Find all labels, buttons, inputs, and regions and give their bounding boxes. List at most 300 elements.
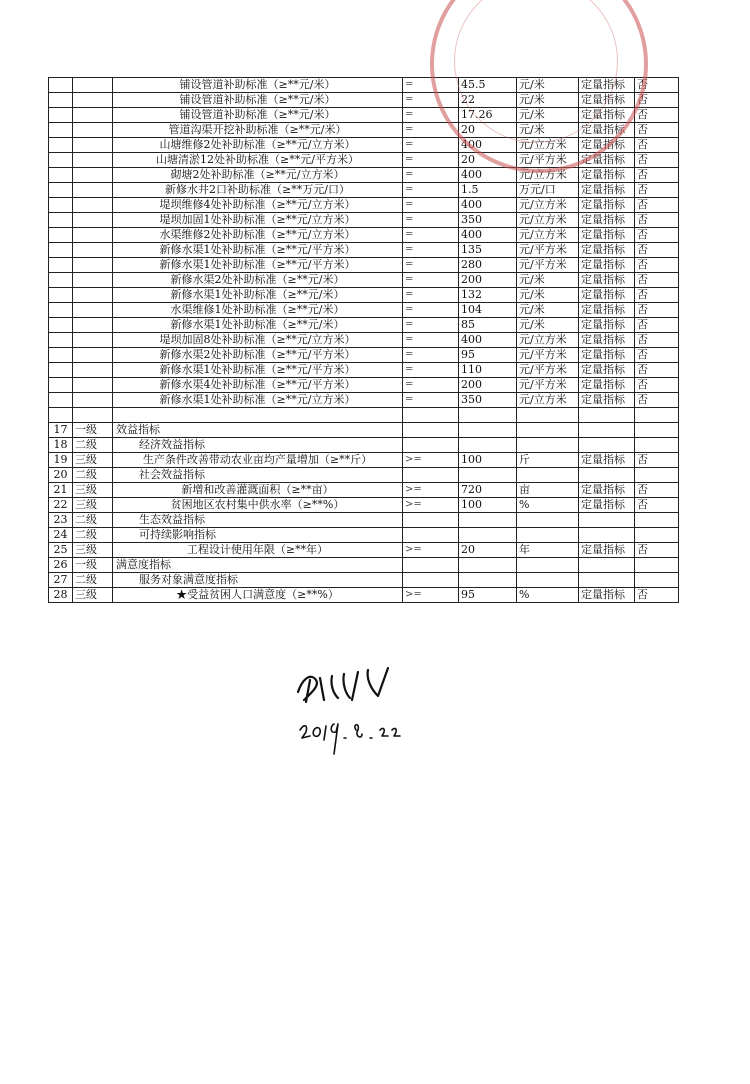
row-core-flag (635, 468, 679, 483)
row-value: 132 (459, 288, 517, 303)
table-row (49, 543, 679, 558)
row-value: 400 (459, 138, 517, 153)
row-level (73, 213, 113, 228)
row-level: 二级 (73, 468, 113, 483)
row-number (49, 228, 73, 243)
row-indicator-type: 定量指标 (579, 303, 635, 318)
indicator-name: 新修水渠1处补助标准（≥**元/米） (113, 288, 403, 303)
indicator-name: 砌塘2处补助标准（≥**元/立方米） (113, 168, 403, 183)
row-number: 23 (49, 513, 73, 528)
indicator-name: 服务对象满意度指标 (113, 573, 403, 588)
table-row (49, 258, 679, 273)
row-operator: = (403, 198, 459, 213)
row-core-flag: 否 (635, 243, 679, 258)
row-core-flag: 否 (635, 318, 679, 333)
row-operator: = (403, 138, 459, 153)
row-operator: >= (403, 543, 459, 558)
indicator-name: 效益指标 (113, 423, 403, 438)
row-unit: 元/立方米 (517, 168, 579, 183)
row-core-flag: 否 (635, 588, 679, 603)
indicator-name: 新修水渠1处补助标准（≥**元/米） (113, 318, 403, 333)
row-unit: 元/立方米 (517, 138, 579, 153)
row-value: 135 (459, 243, 517, 258)
row-number (49, 78, 73, 93)
row-indicator-type: 定量指标 (579, 138, 635, 153)
row-operator (403, 528, 459, 543)
row-level: 二级 (73, 513, 113, 528)
row-number (49, 93, 73, 108)
indicator-name: 水渠维修2处补助标准（≥**元/立方米） (113, 228, 403, 243)
row-operator: = (403, 363, 459, 378)
row-indicator-type: 定量指标 (579, 288, 635, 303)
row-indicator-type (579, 558, 635, 573)
indicator-name: 可持续影响指标 (113, 528, 403, 543)
row-level (73, 273, 113, 288)
table-row (49, 513, 679, 528)
row-level: 二级 (73, 528, 113, 543)
row-level: 三级 (73, 588, 113, 603)
row-operator: >= (403, 588, 459, 603)
row-value: 17.26 (459, 108, 517, 123)
row-number (49, 168, 73, 183)
table-row (49, 243, 679, 258)
row-level (73, 258, 113, 273)
row-core-flag: 否 (635, 213, 679, 228)
row-number: 20 (49, 468, 73, 483)
row-indicator-type: 定量指标 (579, 258, 635, 273)
row-core-flag: 否 (635, 303, 679, 318)
table-row (49, 588, 679, 603)
indicator-name: 铺设管道补助标准（≥**元/米） (113, 108, 403, 123)
row-unit: 元/米 (517, 288, 579, 303)
row-core-flag (635, 423, 679, 438)
row-core-flag: 否 (635, 183, 679, 198)
indicator-name (113, 408, 403, 423)
indicator-name: 山塘清淤12处补助标准（≥**元/平方米） (113, 153, 403, 168)
table-row (49, 498, 679, 513)
row-value (459, 558, 517, 573)
row-indicator-type: 定量指标 (579, 483, 635, 498)
row-core-flag: 否 (635, 333, 679, 348)
row-value: 400 (459, 228, 517, 243)
row-level: 三级 (73, 543, 113, 558)
row-level (73, 228, 113, 243)
row-operator: = (403, 258, 459, 273)
row-level (73, 108, 113, 123)
row-unit: % (517, 588, 579, 603)
table-row (49, 423, 679, 438)
indicator-name: 堤坝维修4处补助标准（≥**元/立方米） (113, 198, 403, 213)
row-level (73, 333, 113, 348)
row-number: 28 (49, 588, 73, 603)
row-value: 20 (459, 123, 517, 138)
row-core-flag: 否 (635, 123, 679, 138)
row-indicator-type: 定量指标 (579, 243, 635, 258)
row-number (49, 153, 73, 168)
row-indicator-type (579, 528, 635, 543)
row-core-flag: 否 (635, 273, 679, 288)
row-operator: = (403, 123, 459, 138)
row-number: 27 (49, 573, 73, 588)
row-core-flag (635, 513, 679, 528)
row-number (49, 198, 73, 213)
row-unit: 斤 (517, 453, 579, 468)
row-level (73, 198, 113, 213)
row-operator: = (403, 168, 459, 183)
row-operator: = (403, 273, 459, 288)
table-row (49, 93, 679, 108)
row-core-flag: 否 (635, 378, 679, 393)
table-row (49, 198, 679, 213)
row-number (49, 318, 73, 333)
row-value: 110 (459, 363, 517, 378)
row-value: 100 (459, 453, 517, 468)
indicator-name: 贫困地区农村集中供水率（≥**%） (113, 498, 403, 513)
row-value: 45.5 (459, 78, 517, 93)
row-core-flag: 否 (635, 393, 679, 408)
row-unit: 元/米 (517, 123, 579, 138)
row-value: 22 (459, 93, 517, 108)
row-number: 21 (49, 483, 73, 498)
indicator-name: 新修水渠1处补助标准（≥**元/平方米） (113, 363, 403, 378)
row-value (459, 468, 517, 483)
row-level: 三级 (73, 483, 113, 498)
row-value: 280 (459, 258, 517, 273)
row-indicator-type (579, 573, 635, 588)
row-core-flag (635, 438, 679, 453)
row-operator: >= (403, 498, 459, 513)
row-indicator-type: 定量指标 (579, 363, 635, 378)
row-number (49, 123, 73, 138)
row-unit: 元/平方米 (517, 348, 579, 363)
row-core-flag: 否 (635, 228, 679, 243)
row-value: 350 (459, 393, 517, 408)
row-level (73, 78, 113, 93)
table-row (49, 288, 679, 303)
row-unit: 元/米 (517, 93, 579, 108)
row-core-flag: 否 (635, 543, 679, 558)
row-indicator-type: 定量指标 (579, 333, 635, 348)
indicator-name: 新修水渠1处补助标准（≥**元/平方米） (113, 258, 403, 273)
row-unit: 元/平方米 (517, 378, 579, 393)
row-operator (403, 438, 459, 453)
row-indicator-type (579, 408, 635, 423)
row-operator: = (403, 243, 459, 258)
row-unit: 元/立方米 (517, 213, 579, 228)
row-level: 一级 (73, 423, 113, 438)
row-indicator-type: 定量指标 (579, 543, 635, 558)
row-operator (403, 558, 459, 573)
row-number (49, 183, 73, 198)
row-indicator-type: 定量指标 (579, 498, 635, 513)
handwritten-signature (280, 650, 420, 760)
row-unit: 元/立方米 (517, 333, 579, 348)
row-unit: 年 (517, 543, 579, 558)
table-row (49, 333, 679, 348)
row-operator: = (403, 348, 459, 363)
row-value: 400 (459, 198, 517, 213)
indicator-name: 管道沟渠开挖补助标准（≥**元/米） (113, 123, 403, 138)
row-indicator-type (579, 513, 635, 528)
row-indicator-type: 定量指标 (579, 378, 635, 393)
row-unit: 元/米 (517, 318, 579, 333)
row-value: 200 (459, 273, 517, 288)
row-value: 1.5 (459, 183, 517, 198)
row-unit: 元/米 (517, 108, 579, 123)
row-unit (517, 408, 579, 423)
row-number (49, 138, 73, 153)
table-row (49, 168, 679, 183)
row-operator (403, 573, 459, 588)
row-value (459, 423, 517, 438)
row-number (49, 258, 73, 273)
row-value (459, 528, 517, 543)
row-number: 24 (49, 528, 73, 543)
row-level (73, 168, 113, 183)
table-row (49, 363, 679, 378)
row-operator: = (403, 288, 459, 303)
table-row (49, 573, 679, 588)
row-core-flag: 否 (635, 168, 679, 183)
row-operator: = (403, 78, 459, 93)
row-unit (517, 423, 579, 438)
row-number (49, 243, 73, 258)
table-row (49, 378, 679, 393)
row-unit: 万元/口 (517, 183, 579, 198)
row-level (73, 348, 113, 363)
table-row (49, 78, 679, 93)
indicator-name: 新修水渠2处补助标准（≥**元/米） (113, 273, 403, 288)
row-level: 二级 (73, 573, 113, 588)
table-row (49, 483, 679, 498)
row-unit: 元/平方米 (517, 243, 579, 258)
row-number: 17 (49, 423, 73, 438)
indicator-name: 新修水渠1处补助标准（≥**元/平方米） (113, 243, 403, 258)
indicator-name: 工程设计使用年限（≥**年） (113, 543, 403, 558)
row-number: 25 (49, 543, 73, 558)
row-indicator-type: 定量指标 (579, 273, 635, 288)
indicator-name: 新修水井2口补助标准（≥**万元/口） (113, 183, 403, 198)
row-number (49, 288, 73, 303)
row-operator (403, 408, 459, 423)
row-operator: = (403, 318, 459, 333)
table-row (49, 558, 679, 573)
row-core-flag: 否 (635, 363, 679, 378)
table-row (49, 528, 679, 543)
row-level (73, 138, 113, 153)
indicator-name: 水渠维修1处补助标准（≥**元/米） (113, 303, 403, 318)
row-number (49, 213, 73, 228)
row-level (73, 123, 113, 138)
row-operator: = (403, 108, 459, 123)
indicator-name: 社会效益指标 (113, 468, 403, 483)
row-level (73, 408, 113, 423)
row-operator: = (403, 303, 459, 318)
table-row (49, 138, 679, 153)
row-core-flag: 否 (635, 453, 679, 468)
row-number (49, 273, 73, 288)
row-level (73, 243, 113, 258)
row-number: 26 (49, 558, 73, 573)
row-unit (517, 558, 579, 573)
row-operator: = (403, 93, 459, 108)
indicator-name: 铺设管道补助标准（≥**元/米） (113, 93, 403, 108)
row-level: 三级 (73, 453, 113, 468)
table-row (49, 348, 679, 363)
indicator-name: 经济效益指标 (113, 438, 403, 453)
row-indicator-type: 定量指标 (579, 213, 635, 228)
indicator-name: 山塘维修2处补助标准（≥**元/立方米） (113, 138, 403, 153)
row-operator: >= (403, 453, 459, 468)
row-operator (403, 468, 459, 483)
row-unit: % (517, 498, 579, 513)
row-value: 100 (459, 498, 517, 513)
row-value: 400 (459, 168, 517, 183)
row-core-flag: 否 (635, 198, 679, 213)
row-level (73, 93, 113, 108)
row-unit: 元/米 (517, 303, 579, 318)
row-indicator-type (579, 423, 635, 438)
row-indicator-type: 定量指标 (579, 228, 635, 243)
indicator-name: 新修水渠4处补助标准（≥**元/平方米） (113, 378, 403, 393)
row-number (49, 378, 73, 393)
row-core-flag: 否 (635, 93, 679, 108)
row-number (49, 303, 73, 318)
row-core-flag: 否 (635, 78, 679, 93)
row-number (49, 393, 73, 408)
row-unit: 亩 (517, 483, 579, 498)
table-row (49, 228, 679, 243)
row-unit (517, 528, 579, 543)
indicator-table-body (49, 78, 679, 603)
indicator-name: 生产条件改善带动农业亩均产量增加（≥**斤） (113, 453, 403, 468)
table-row (49, 453, 679, 468)
row-level (73, 303, 113, 318)
row-core-flag (635, 558, 679, 573)
row-unit: 元/米 (517, 78, 579, 93)
row-indicator-type: 定量指标 (579, 453, 635, 468)
row-level: 二级 (73, 438, 113, 453)
row-number: 18 (49, 438, 73, 453)
row-level (73, 288, 113, 303)
row-level: 一级 (73, 558, 113, 573)
row-value (459, 573, 517, 588)
indicator-name: 新修水渠1处补助标准（≥**元/立方米） (113, 393, 403, 408)
row-level (73, 363, 113, 378)
row-unit (517, 573, 579, 588)
row-unit: 元/立方米 (517, 393, 579, 408)
indicator-table (48, 77, 679, 603)
row-unit: 元/立方米 (517, 198, 579, 213)
row-level (73, 153, 113, 168)
row-operator: = (403, 213, 459, 228)
table-row (49, 408, 679, 423)
row-indicator-type (579, 438, 635, 453)
row-level (73, 393, 113, 408)
indicator-name: 生态效益指标 (113, 513, 403, 528)
row-operator: = (403, 378, 459, 393)
row-indicator-type: 定量指标 (579, 108, 635, 123)
table-row (49, 393, 679, 408)
table-row (49, 108, 679, 123)
table-row (49, 303, 679, 318)
table-row (49, 318, 679, 333)
indicator-name: ★受益贫困人口满意度（≥**%） (113, 588, 403, 603)
row-core-flag: 否 (635, 138, 679, 153)
indicator-name: 新增和改善灌溉面积（≥**亩） (113, 483, 403, 498)
row-indicator-type (579, 468, 635, 483)
row-number: 19 (49, 453, 73, 468)
table-row (49, 468, 679, 483)
row-unit: 元/米 (517, 273, 579, 288)
row-unit: 元/平方米 (517, 153, 579, 168)
row-number (49, 348, 73, 363)
row-indicator-type: 定量指标 (579, 153, 635, 168)
row-indicator-type: 定量指标 (579, 318, 635, 333)
row-core-flag: 否 (635, 153, 679, 168)
row-level (73, 318, 113, 333)
row-operator (403, 423, 459, 438)
row-core-flag: 否 (635, 348, 679, 363)
row-number (49, 408, 73, 423)
row-operator: = (403, 393, 459, 408)
row-core-flag (635, 573, 679, 588)
row-value (459, 408, 517, 423)
row-value: 85 (459, 318, 517, 333)
row-core-flag (635, 408, 679, 423)
row-level (73, 183, 113, 198)
indicator-name: 满意度指标 (113, 558, 403, 573)
row-value: 20 (459, 543, 517, 558)
row-number (49, 108, 73, 123)
row-value: 400 (459, 333, 517, 348)
row-core-flag: 否 (635, 483, 679, 498)
row-unit (517, 513, 579, 528)
row-indicator-type: 定量指标 (579, 393, 635, 408)
row-unit (517, 438, 579, 453)
row-operator (403, 513, 459, 528)
row-core-flag: 否 (635, 288, 679, 303)
table-row (49, 438, 679, 453)
row-unit: 元/平方米 (517, 363, 579, 378)
row-number (49, 333, 73, 348)
indicator-name: 铺设管道补助标准（≥**元/米） (113, 78, 403, 93)
row-value (459, 438, 517, 453)
row-unit: 元/立方米 (517, 228, 579, 243)
indicator-name: 新修水渠2处补助标准（≥**元/平方米） (113, 348, 403, 363)
row-unit: 元/平方米 (517, 258, 579, 273)
row-number: 22 (49, 498, 73, 513)
row-number (49, 363, 73, 378)
table-row (49, 183, 679, 198)
table-row (49, 153, 679, 168)
indicator-name: 堤坝加固1处补助标准（≥**元/立方米） (113, 213, 403, 228)
row-operator: = (403, 183, 459, 198)
row-value (459, 513, 517, 528)
table-row (49, 213, 679, 228)
row-indicator-type: 定量指标 (579, 588, 635, 603)
row-value: 350 (459, 213, 517, 228)
row-operator: = (403, 228, 459, 243)
row-value: 95 (459, 588, 517, 603)
row-indicator-type: 定量指标 (579, 168, 635, 183)
row-value: 200 (459, 378, 517, 393)
row-indicator-type: 定量指标 (579, 348, 635, 363)
row-value: 720 (459, 483, 517, 498)
row-core-flag (635, 528, 679, 543)
table-row (49, 123, 679, 138)
row-value: 20 (459, 153, 517, 168)
